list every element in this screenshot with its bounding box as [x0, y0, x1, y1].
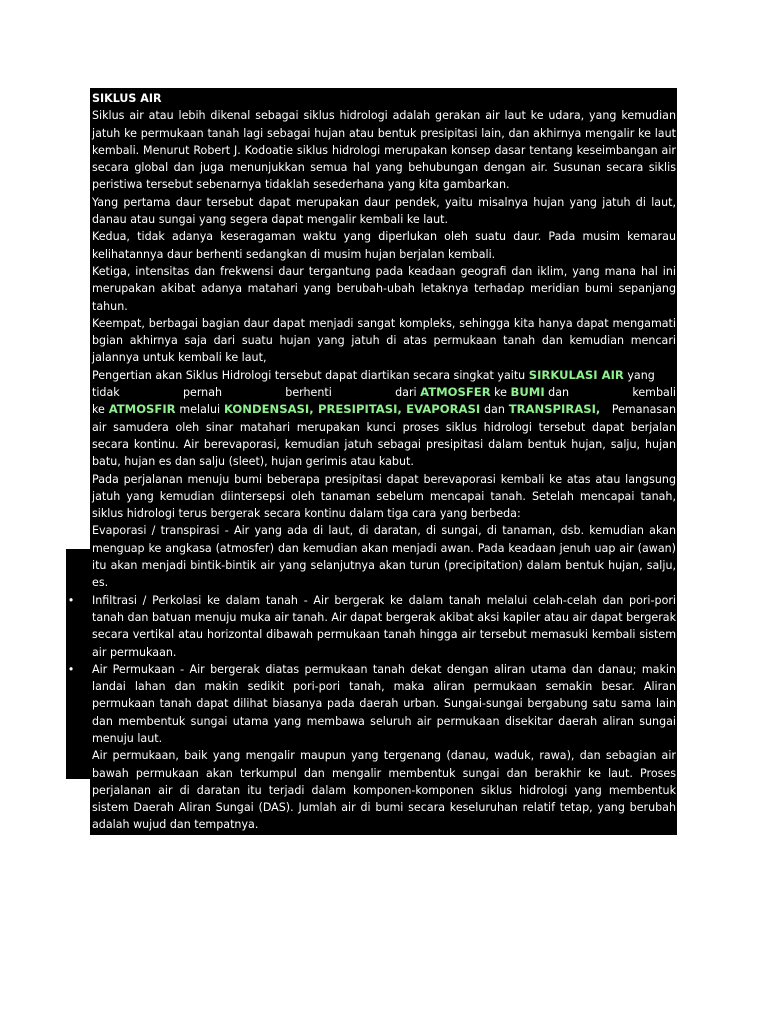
list-item-infiltrasi [67, 592, 677, 661]
list-item-text: Air Permukaan - Air bergerak diatas permukaan tanah dekat dengan aliran utama dan danau; makin landai lahan dan makin sedikit pori-pori tanah, maka aliran permukaan semakin besar. Aliran permukaan tanah dapat dilihat biasanya pada daerah urban. Sungai-sungai bergabung satu sama lain dan membentuk sungai utama yang membawa seluruh air permukaan disekitar daerah aliran sungai menuju laut. [92, 662, 676, 745]
list-item-evaporasi [67, 522, 677, 591]
word-ke-2: ke [92, 403, 109, 417]
definition-intro: Pengertian akan Siklus Hidrologi tersebut dapat diartikan secara singkat yaitu [92, 368, 529, 382]
word-ke: ke [490, 386, 511, 400]
word-melalui: melalui [175, 403, 224, 417]
definition-t1: yang [623, 368, 655, 382]
bullet-dot-icon: • [67, 524, 75, 538]
word-dari: dari [395, 386, 421, 400]
definition-line-1 [90, 367, 677, 384]
definition-paragraph [90, 367, 680, 471]
paragraph-closing: Air permukaan, baik yang mengalir maupun yang tergenang (danau, waduk, rawa), dan sebagian air bawah permukaan akan terkumpul dan mengalir membentuk sungai dan berakhir ke laut. Proses perjalanan air di daratan itu terjadi dalam komponen-komponen siklus hidrologi yang membentuk sistem Daerah Aliran Sungai (DAS). Jumlah air di bumi secara keseluruhan relatif tetap, yang berubah adalah wujud dan tempatnya. [92, 749, 676, 832]
paragraph-first: Yang pertama daur tersebut dapat merupakan daur pendek, yaitu misalnya hujan yang jatuh di laut, danau atau sungai yang segera dapat mengalir kembali ke laut. [92, 195, 676, 227]
list-item-text: Evaporasi / transpirasi - Air yang ada di laut, di daratan, di sungai, di tanaman, dsb. kemudian akan menguap ke angkasa (atmosfer) dan kemudian akan menjadi awan. Pada keadaan jenuh uap air (awan) itu akan menjadi bintik-bintik air yang selanjutnya akan turun (precipitation) dalam bentuk hujan, salju, es. [92, 524, 676, 590]
list-item-air-permukaan [67, 661, 677, 747]
paragraph-after-definition: Pada perjalanan menuju bumi beberapa presipitasi dapat berevaporasi kembali ke atas atau langsung jatuh yang kemudian diintersepsi oleh tanaman sebelum mencapai tanah. Setelah mencapai tanah, siklus hidrologi terus bergerak secara kontinu dalam tiga cara yang berbeda: [92, 472, 676, 521]
term-sirkulasi-air: SIRKULASI AIR [528, 367, 624, 382]
word-dan: dan [544, 386, 570, 400]
definition-rest-text: Pemanasan air samudera oleh sinar matahari merupakan kunci proses siklus hidrologi tersebut dapat berjalan secara kontinu. Air berevaporasi, kemudian jatuh sebagai presipitasi dalam bentuk hujan, salju, hujan batu, hujan es dan salju (sleet), hujan gerimis atau kabut. [92, 403, 680, 469]
term-atmosfir: ATMOSFIR [108, 402, 176, 417]
bullet-dot-icon: • [67, 662, 75, 676]
word-berhenti: berhenti [285, 386, 332, 400]
term-atmosfer: ATMOSFER [420, 385, 491, 400]
list-item-text: Infiltrasi / Perkolasi ke dalam tanah - Air bergerak ke dalam tanah melalui celah-celah dan pori-pori tanah dan batuan menuju muka air tanah. Air dapat bergerak akibat aksi kapiler atau air dapat bergerak secara vertikal atau horizontal dibawah permukaan tanah hingga air tersebut memasuki kembali sistem air permukaan. [92, 593, 676, 659]
document-body [67, 88, 680, 835]
word-pernah: pernah [182, 386, 223, 400]
paragraph-fourth: Keempat, berbagai bagian daur dapat menjadi sangat kompleks, sehingga kita hanya dapat mengamati bgian akhirnya saja dari suatu hujan yang jatuh di atas permukaan tanah dan kemudian mencari jalannya untuk kembali ke laut, [92, 316, 676, 365]
word-dan-2: dan [480, 403, 509, 417]
document-title: SIKLUS AIR [92, 92, 162, 105]
paragraph-intro: Siklus air atau lebih dikenal sebagai siklus hidrologi adalah gerakan air laut ke udara, yang kemudian jatuh ke permukaan tanah lagi sebagai hujan atau bentuk presipitasi lain, dan akhirnya mengalir ke laut kembali. Menurut Robert J. Kodoatie siklus hidrologi merupakan konsep dasar tentang keseimbangan air secara global dan juga menunjukkan semua hal yang behubungan dengan air. Susunan secara siklis peristiwa tersebut sebenarnya tidaklah sesederhana yang kita gambarkan. [92, 109, 676, 192]
definition-rest [90, 401, 680, 470]
term-bumi: BUMI [510, 385, 545, 400]
word-tidak: tidak [92, 386, 120, 400]
definition-line-2 [90, 384, 677, 401]
word-kembali: kembali [632, 386, 676, 400]
term-transpirasi: TRANSPIRASI, [508, 402, 601, 417]
bullet-dot-icon: • [67, 593, 75, 607]
definition-dari-group [395, 384, 569, 401]
term-kondensasi-presipitasi-evaporasi: KONDENSASI, PRESIPITASI, EVAPORASI [223, 402, 481, 417]
paragraph-third: Ketiga, intensitas dan frekwensi daur tergantung pada keadaan geografi dan iklim, yang mana hal ini merupakan akibat adanya matahari yang berubah-ubah letaknya terhadap meridian bumi sepanjang tahun. [92, 264, 676, 313]
paragraph-second: Kedua, tidak adanya keseragaman waktu yang diperlukan oleh suatu daur. Pada musim kemarau kelihatannya daur berhenti sedangkan di musim hujan berjalan kembali. [92, 230, 676, 261]
